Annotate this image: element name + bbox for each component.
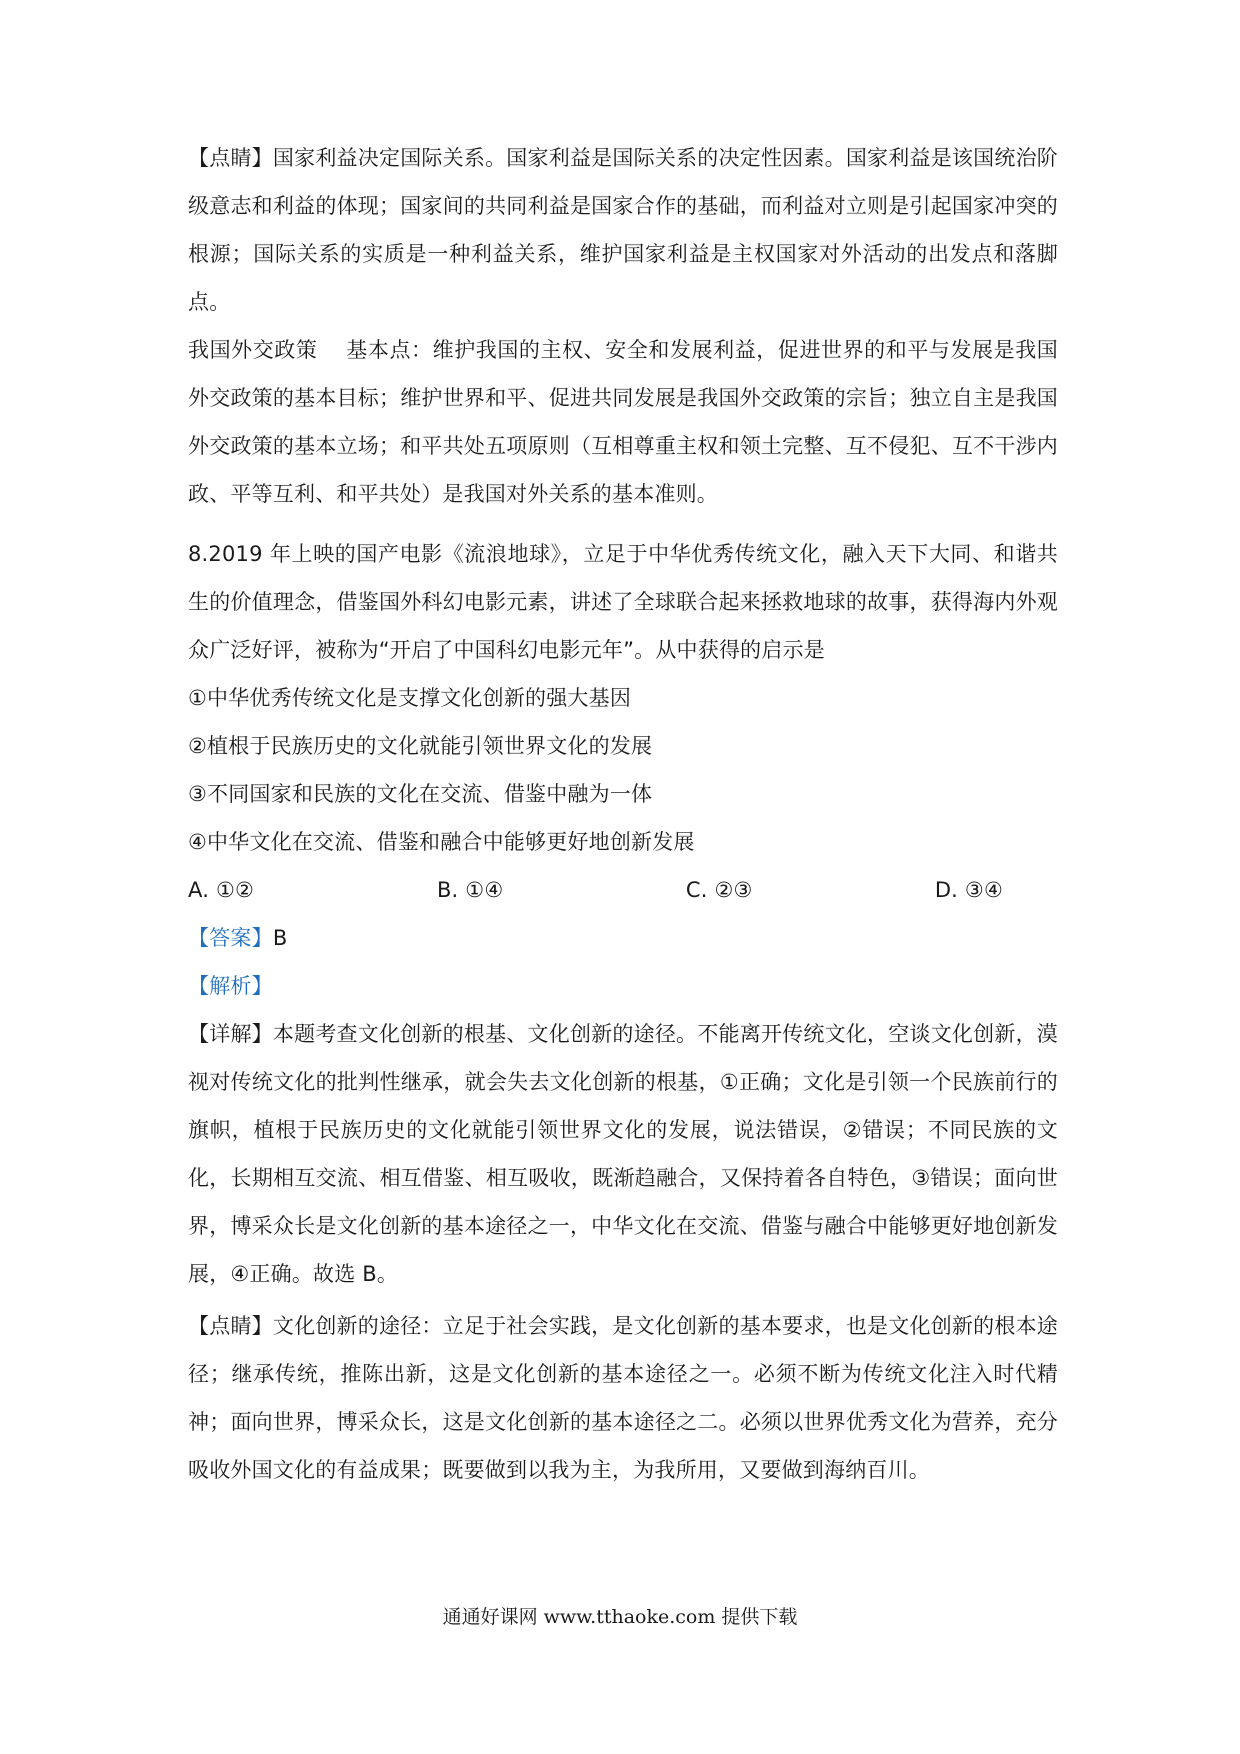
statement-3: ③不同国家和民族的文化在交流、借鉴中融为一体 [188,782,653,806]
option-a: A. ①② [188,878,254,902]
dianjing-paragraph-2 [188,1302,1058,1494]
option-c: C. ②③ [685,878,753,902]
statement-1: ①中华优秀传统文化是支撑文化创新的强大基因 [188,686,632,710]
statement-2: ②植根于民族历史的文化就能引领世界文化的发展 [188,734,653,758]
answer-tag: 【答案】 [188,926,273,950]
option-d: D. ③④ [934,878,1003,902]
option-b: B. ①④ [436,878,504,902]
analysis-tag: 【解析】 [188,974,273,998]
page-footer: 通通好课网 www.tthaoke.com 提供下载 [442,1606,798,1628]
section-previous-notes [188,134,1058,518]
dianjing-text-2: 文化创新的途径：立足于社会实践，是文化创新的基本要求，也是文化创新的根本途径；继承传统，推陈出新，这是文化创新的基本途径之一。必须不断为传统文化注入时代精神；面向世界，博采众长，这是文化创新的基本途径之二。必须以世界优秀文化为营养，充分吸收外国文化的有益成果；既要做到以我为主，为我所用，又要做到海纳百川。 [188,1314,1058,1482]
dianjing-tag-2: 【点睛】 [188,1314,273,1338]
detail-text: 本题考查文化创新的根基、文化创新的途径。不能离开传统文化，空谈文化创新，漠视对传统文化的批判性继承，就会失去文化创新的根基，①正确；文化是引领一个民族前行的旗帜，植根于民族历史的文化就能引领世界文化的发展，说法错误，②错误；不同民族的文化，长期相互交流、相互借鉴、相互吸收，既渐趋融合，又保持着各自特色，③错误；面向世界，博采众长是文化创新的基本途径之一，中华文化在交流、借鉴与融合中能够更好地创新发展，④正确。故选 B。 [188,1022,1058,1286]
answer-line [188,914,1058,962]
dianjing-text: 国家利益决定国际关系。国家利益是国际关系的决定性因素。国家利益是该国统治阶级意志和利益的体现；国家间的共同利益是国家合作的基础，而利益对立则是引起国家冲突的根源；国际关系的实质是一种利益关系，维护国家利益是主权国家对外活动的出发点和落脚点。 [188,146,1058,314]
answer-value: B [272,926,288,950]
detail-paragraph [188,1010,1058,1298]
dianjing-tag: 【点睛】 [188,146,273,170]
foreign-policy-paragraph: 我国外交政策 基本点：维护我国的主权、安全和发展利益，促进世界的和平与发展是我国外交政策的基本目标；维护世界和平、促进共同发展是我国外交政策的宗旨；独立自主是我国外交政策的基本立场；和平共处五项原则（互相尊重主权和领土完整、互不侵犯、互不干涉内政、平等互利、和平共处）是我国对外关系的基本准则。 [188,338,1058,506]
answer-options [188,866,1058,914]
analysis-line [188,962,1058,1010]
statement-4: ④中华文化在交流、借鉴和融合中能够更好地创新发展 [188,830,695,854]
dianjing-paragraph-1 [188,134,1058,326]
question-8 [188,530,1058,1494]
question-stem: 8.2019 年上映的国产电影《流浪地球》，立足于中华优秀传统文化，融入天下大同、和谐共生的价值理念，借鉴国外科幻电影元素，讲述了全球联合起来拯救地球的故事，获得海内外观众广泛好评，被称为“开启了中国科幻电影元年”。从中获得的启示是 [188,542,1058,662]
detail-tag: 【详解】 [188,1022,273,1046]
